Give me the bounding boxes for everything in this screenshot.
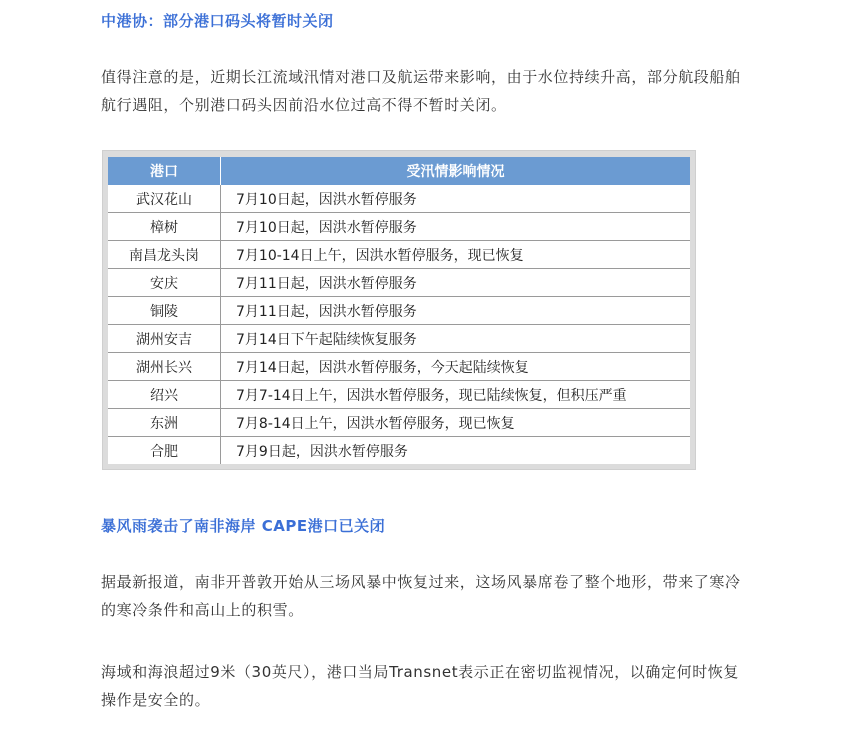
paragraph-yangtze-flood: 值得注意的是，近期长江流域汛情对港口及航运带来影响，由于水位持续升高，部分航段船舶航行遇阻，个别港口码头因前沿水位过高不得不暂时关闭。 (101, 68, 741, 114)
table-row (108, 185, 690, 213)
impact-status-cell: 7月10日起，因洪水暂停服务 (221, 185, 691, 213)
port-name-cell: 合肥 (108, 437, 221, 465)
table-row (108, 353, 690, 381)
impact-status-cell: 7月14日下午起陆续恢复服务 (221, 325, 691, 353)
port-name-cell: 绍兴 (108, 381, 221, 409)
paragraph-cape-recovery: 据最新报道，南非开普敦开始从三场风暴中恢复过来，这场风暴席卷了整个地形，带来了寒冷的寒冷条件和高山上的积雪。 (101, 573, 741, 619)
section-heading-cape-storm: 暴风雨袭击了南非海岸 CAPE港口已关闭 (101, 517, 386, 535)
table-row (108, 325, 690, 353)
table-row (108, 241, 690, 269)
port-name-cell: 湖州长兴 (108, 353, 221, 381)
table-row (108, 437, 690, 465)
port-name-cell: 铜陵 (108, 297, 221, 325)
port-name-cell: 湖州安吉 (108, 325, 221, 353)
impact-status-cell: 7月7-14日上午，因洪水暂停服务，现已陆续恢复，但积压严重 (221, 381, 691, 409)
table-row (108, 297, 690, 325)
port-name-cell: 安庆 (108, 269, 221, 297)
table-row (108, 269, 690, 297)
port-flood-table-frame (102, 150, 696, 470)
port-name-cell: 南昌龙头岗 (108, 241, 221, 269)
impact-status-cell: 7月11日起，因洪水暂停服务 (221, 297, 691, 325)
impact-status-cell: 7月10日起，因洪水暂停服务 (221, 213, 691, 241)
port-flood-table (108, 157, 690, 464)
impact-status-cell: 7月8-14日上午，因洪水暂停服务，现已恢复 (221, 409, 691, 437)
table-header-row (108, 157, 690, 185)
table-row (108, 409, 690, 437)
section-heading-port-closure: 中港协：部分港口码头将暂时关闭 (101, 12, 334, 30)
table-body (108, 185, 690, 464)
header-impact: 受汛情影响情况 (221, 157, 691, 185)
port-name-cell: 东洲 (108, 409, 221, 437)
table-row (108, 213, 690, 241)
table-row (108, 381, 690, 409)
port-name-cell: 樟树 (108, 213, 221, 241)
port-name-cell: 武汉花山 (108, 185, 221, 213)
paragraph-transnet-monitoring: 海域和海浪超过9米（30英尺），港口当局Transnet表示正在密切监视情况，以确定何时恢复操作是安全的。 (101, 663, 739, 709)
impact-status-cell: 7月9日起，因洪水暂停服务 (236, 443, 408, 460)
impact-status-cell: 7月14日起，因洪水暂停服务，今天起陆续恢复 (221, 353, 691, 381)
impact-status-cell: 7月11日起，因洪水暂停服务 (221, 269, 691, 297)
impact-status-cell: 7月10-14日上午，因洪水暂停服务，现已恢复 (221, 241, 691, 269)
header-port: 港口 (108, 157, 221, 185)
